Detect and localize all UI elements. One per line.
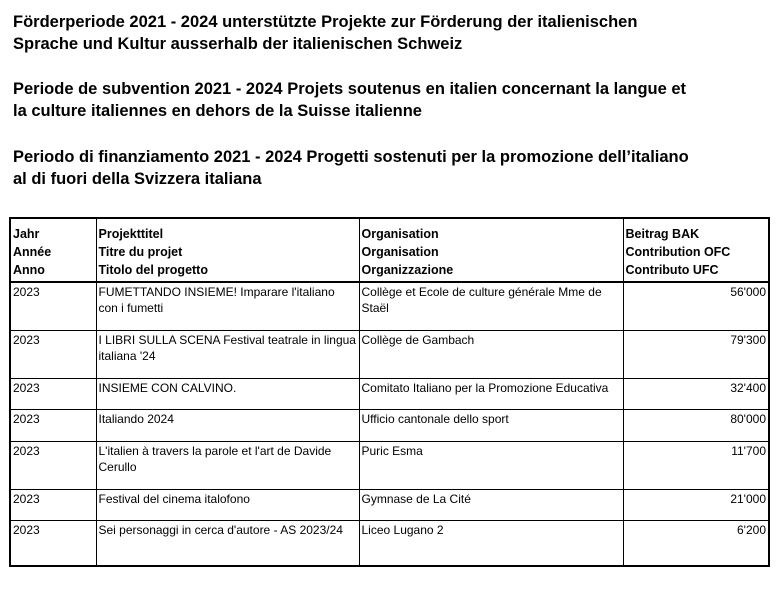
cell-organisation: Gymnase de La Cité xyxy=(359,489,623,521)
projects-table xyxy=(9,217,770,567)
header-amount-de: Beitrag BAK xyxy=(625,227,700,241)
table-row xyxy=(10,410,769,442)
heading-french-line-2: la culture italiennes en dehors de la Suisse italienne xyxy=(13,102,422,120)
cell-contribution: 79'300 xyxy=(623,330,769,378)
heading-german-line-1: Förderperiode 2021 - 2024 unterstützte Projekte zur Förderung der italienischen xyxy=(13,13,638,31)
heading-german xyxy=(13,11,773,55)
header-title-fr: Titre du projet xyxy=(98,245,183,259)
cell-organisation: Puric Esma xyxy=(359,441,623,489)
header-year-de: Jahr xyxy=(13,227,40,241)
header-contribution xyxy=(623,218,769,282)
cell-year: 2023 xyxy=(10,521,96,566)
table-body xyxy=(10,282,769,566)
header-project-title xyxy=(96,218,359,282)
table-row xyxy=(10,330,769,378)
cell-contribution: 32'400 xyxy=(623,378,769,410)
cell-organisation: Collège de Gambach xyxy=(359,330,623,378)
header-org-it: Organizzazione xyxy=(361,263,454,277)
table-row xyxy=(10,521,769,566)
cell-contribution: 56'000 xyxy=(623,282,769,330)
cell-project-title: I LIBRI SULLA SCENA Festival teatrale in lingua italiana '24 xyxy=(96,330,359,378)
cell-organisation: Collège et Ecole de culture générale Mme de Staël xyxy=(359,282,623,330)
cell-contribution: 80'000 xyxy=(623,410,769,442)
heading-german-line-2: Sprache und Kultur ausserhalb der italienischen Schweiz xyxy=(13,35,463,53)
table-row xyxy=(10,489,769,521)
cell-year: 2023 xyxy=(10,441,96,489)
heading-italian-line-2: al di fuori della Svizzera italiana xyxy=(13,170,262,188)
table-row xyxy=(10,441,769,489)
header-title-de: Projekttitel xyxy=(98,227,164,241)
header-amount-it: Contributo UFC xyxy=(625,263,719,277)
cell-project-title: L'italien à travers la parole et l'art de Davide Cerullo xyxy=(96,441,359,489)
cell-contribution: 11'700 xyxy=(623,441,769,489)
header-year-it: Anno xyxy=(13,263,45,277)
cell-year: 2023 xyxy=(10,330,96,378)
cell-year: 2023 xyxy=(10,489,96,521)
cell-project-title: Italiando 2024 xyxy=(96,410,359,442)
heading-italian xyxy=(13,146,773,190)
header-row xyxy=(10,218,769,282)
cell-year: 2023 xyxy=(10,378,96,410)
cell-project-title: Festival del cinema italofono xyxy=(96,489,359,521)
heading-french xyxy=(13,78,773,122)
cell-year: 2023 xyxy=(10,410,96,442)
table-row xyxy=(10,378,769,410)
cell-contribution: 6'200 xyxy=(623,521,769,566)
header-org-fr: Organisation xyxy=(361,245,439,259)
cell-organisation: Liceo Lugano 2 xyxy=(359,521,623,566)
cell-project-title: INSIEME CON CALVINO. xyxy=(96,378,359,410)
header-year xyxy=(10,218,96,282)
header-amount-fr: Contribution OFC xyxy=(625,245,731,259)
table-row xyxy=(10,282,769,330)
cell-year: 2023 xyxy=(10,282,96,330)
heading-french-line-1: Periode de subvention 2021 - 2024 Projets soutenus en italien concernant la langue et xyxy=(13,80,687,98)
cell-organisation: Ufficio cantonale dello sport xyxy=(359,410,623,442)
heading-italian-line-1: Periodo di finanziamento 2021 - 2024 Progetti sostenuti per la promozione dell’italiano xyxy=(13,148,689,166)
cell-project-title: FUMETTANDO INSIEME! Imparare l'italiano con i fumetti xyxy=(96,282,359,330)
cell-organisation: Comitato Italiano per la Promozione Educativa xyxy=(359,378,623,410)
header-title-it: Titolo del progetto xyxy=(98,263,208,277)
header-org-de: Organisation xyxy=(361,227,439,241)
header-year-fr: Année xyxy=(13,245,52,259)
cell-contribution: 21'000 xyxy=(623,489,769,521)
cell-project-title: Sei personaggi in cerca d'autore - AS 2023/24 xyxy=(96,521,359,566)
header-organisation xyxy=(359,218,623,282)
table-header xyxy=(10,218,769,282)
